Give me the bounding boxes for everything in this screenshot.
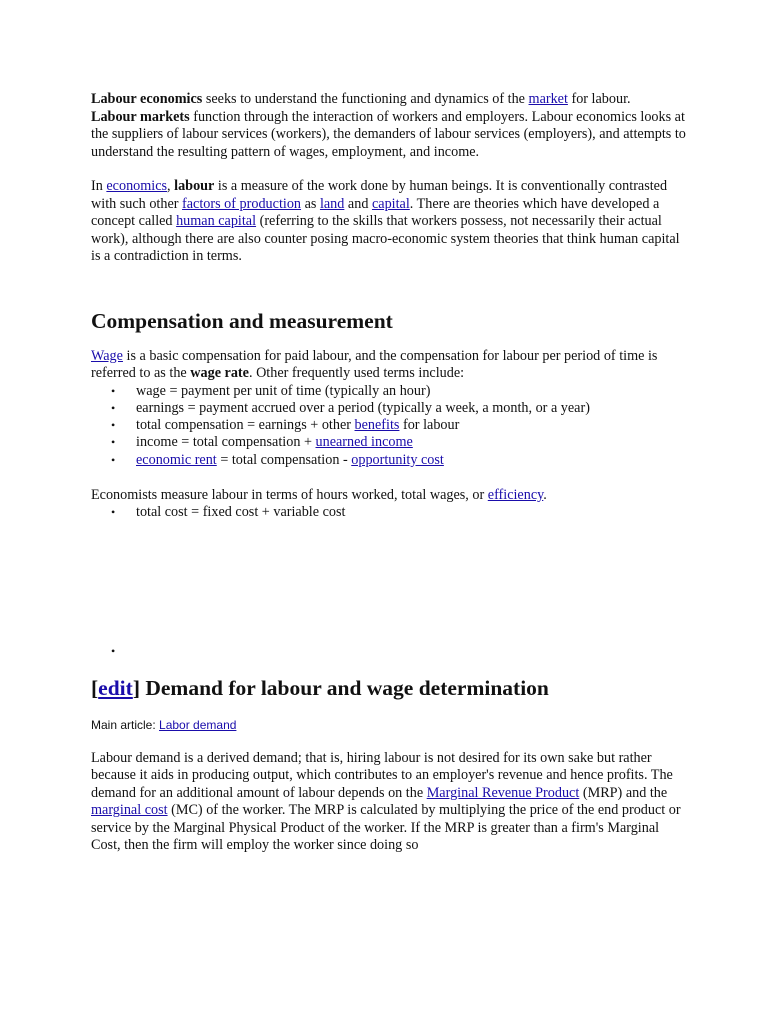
- bold-term: labour: [174, 178, 215, 194]
- economic-rent-link[interactable]: economic rent: [136, 451, 217, 468]
- article-body: [91, 88, 691, 855]
- human-capital-link[interactable]: human capital: [176, 213, 257, 229]
- capital-link[interactable]: capital: [371, 195, 410, 212]
- bullet-icon: •: [111, 452, 116, 467]
- bold-term: Labour markets: [91, 108, 190, 125]
- intro-paragraph-1: Labour economics seeks to understand the functioning and dynamics of the market for labour. Labour markets function through the interaction of workers and employers. Labour economics looks at the suppliers of labour services (workers), the demanders of labour services (employers), and attempts to understand the resulting pattern of wages, employment, and income.: [91, 91, 686, 160]
- unearned-income-link[interactable]: unearned income: [315, 434, 413, 451]
- list-item: • income = total compensation + unearned income: [111, 434, 413, 451]
- measurement-paragraph: Economists measure labour in terms of hours worked, total wages, or efficiency.: [91, 486, 547, 503]
- bullet-icon: •: [111, 505, 116, 520]
- list-item: • economic rent = total compensation - opportunity cost: [111, 451, 444, 468]
- compensation-paragraph: Wage is a basic compensation for paid labour, and the compensation for labour per period of time is referred to as the wage rate. Other frequently used terms include:: [91, 347, 658, 381]
- benefits-link[interactable]: benefits: [354, 417, 400, 434]
- wage-link[interactable]: Wage: [91, 347, 123, 364]
- factors-of-production-link[interactable]: factors of production: [182, 195, 302, 212]
- main-article-note: Main article: Labor demand: [91, 717, 237, 732]
- bullet-icon: •: [111, 400, 116, 415]
- empty-list-item: [91, 644, 691, 661]
- bullet-icon: •: [111, 435, 116, 450]
- compensation-terms-list: [91, 383, 691, 469]
- market-link[interactable]: market: [528, 91, 568, 107]
- demand-paragraph: Labour demand is a derived demand; that is, hiring labour is not desired for its own sake but rather because it aids in producing output, which contributes to an employer's revenue and hence profits. The demand for an additional amount of labour depends on the Marginal Revenue Product (MRP) and the marginal cost (MC) of the worker. The MRP is calculated by multiplying the price of the end product or service by the Marginal Physical Product of the worker. If the MRP is greater than a firm's Marginal Cost, then the firm will employ the worker since doing so: [91, 749, 681, 854]
- cost-list: [91, 504, 691, 521]
- section-heading-demand: [edit] Demand for labour and wage determination: [91, 675, 549, 700]
- intro-paragraph-2: In economics, labour is a measure of the work done by human beings. It is conventionally contrasted with such other factors of production as land and capital. There are theories which have developed a concept called human capital (referring to the skills that workers possess, not necessarily their actual work), although there are also counter posing macro-economic system theories that think human capital is a contradiction in terms.: [91, 178, 680, 264]
- list-item: • total compensation = earnings + other benefits for labour: [111, 417, 460, 434]
- efficiency-link[interactable]: efficiency: [487, 486, 544, 503]
- economics-link[interactable]: economics: [106, 178, 168, 194]
- bullet-icon: •: [111, 418, 116, 433]
- bold-term: Labour economics: [91, 91, 203, 107]
- list-item: • wage = payment per unit of time (typically an hour): [111, 382, 431, 399]
- marginal-revenue-product-link[interactable]: Marginal Revenue Product: [426, 784, 580, 801]
- edit-link[interactable]: edit: [98, 675, 133, 700]
- list-item: • total cost = fixed cost + variable cost: [111, 504, 346, 521]
- bullet-icon: •: [111, 643, 116, 658]
- marginal-cost-link[interactable]: marginal cost: [91, 802, 168, 819]
- labor-demand-link[interactable]: Labor demand: [159, 717, 237, 732]
- bullet-icon: •: [111, 383, 116, 398]
- land-link[interactable]: land: [319, 195, 345, 212]
- list-item: • earnings = payment accrued over a period (typically a week, a month, or a year): [111, 399, 590, 416]
- section-heading-compensation: Compensation and measurement: [91, 308, 393, 333]
- opportunity-cost-link[interactable]: opportunity cost: [351, 451, 444, 468]
- bold-term: wage rate: [190, 365, 249, 381]
